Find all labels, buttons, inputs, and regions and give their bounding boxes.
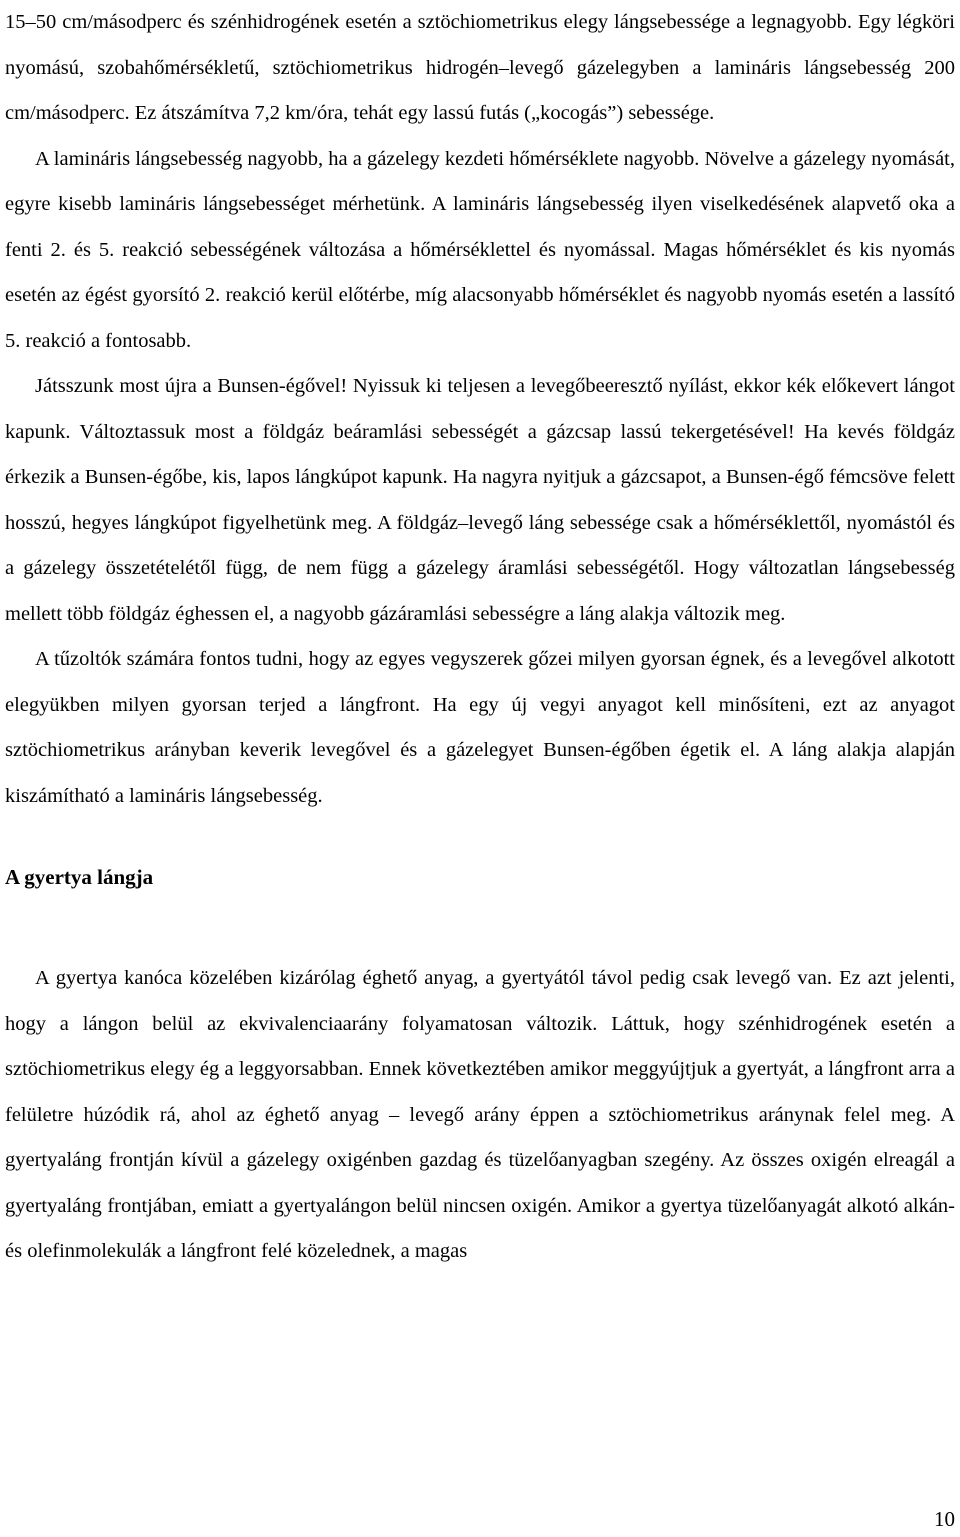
- paragraph-3: Játsszunk most újra a Bunsen-égővel! Nyissuk ki teljesen a levegőbeeresztő nyílást, ekkor kék előkevert lángot kapunk. Változtassuk most a földgáz beáramlási sebességét a gázcsap lassú tekergetésével! Ha kevés földgáz érkezik a Bunsen-égőbe, kis, lapos lángkúpot kapunk. Ha nagyra nyitjuk a gázcsapot, a Bunsen-égő fémcsöve felett hosszú, hegyes lángkúpot figyelhetünk meg. A földgáz‒levegő láng sebessége csak a hőmérséklettől, nyomástól és a gázelegy összetételétől függ, de nem függ a gázelegy áramlási sebességétől. Hogy változatlan lángsebesség mellett több földgáz éghessen el, a nagyobb gázáramlási sebességre a láng alakja változik meg.: [5, 375, 955, 625]
- document-page: [5, 0, 955, 1275]
- paragraph-4: A tűzoltók számára fontos tudni, hogy az egyes vegyszerek gőzei milyen gyorsan égnek, és a levegővel alkotott elegyükben milyen gyorsan terjed a lángfront. Ha egy új vegyi anyagot kell minősíteni, ezt az anyagot sztöchiometrikus arányban keverik levegővel és a gázelegyet Bunsen-égőben égetik el. A láng alakja alapján kiszámítható a lamináris lángsebesség.: [5, 648, 955, 807]
- paragraph-1: 15‒50 cm/másodperc és szénhidrogének esetén a sztöchiometrikus elegy lángsebessége a legnagyobb. Egy légköri nyomású, szobahőmérsékletű, sztöchiometrikus hidrogén‒levegő gázelegyben a lamináris lángsebesség 200 cm/másodperc. Ez átszámítva 7,2 km/óra, tehát egy lassú futás („kocogás”) sebessége.: [5, 11, 955, 124]
- spacer: [5, 900, 955, 956]
- spacer: [5, 819, 955, 855]
- page-number: 10: [934, 1507, 955, 1531]
- section-heading: A gyertya lángja: [5, 865, 154, 889]
- paragraph-2: A lamináris lángsebesség nagyobb, ha a gázelegy kezdeti hőmérséklete nagyobb. Növelve a gázelegy nyomását, egyre kisebb lamináris lángsebességet mérhetünk. A lamináris lángsebesség ilyen viselkedésének alapvető oka a fenti 2. és 5. reakció sebességének változása a hőmérséklettel és nyomással. Magas hőmérséklet és kis nyomás esetén az égést gyorsító 2. reakció kerül előtérbe, míg alacsonyabb hőmérséklet és nagyobb nyomás esetén a lassító 5. reakció a fontosabb.: [5, 147, 955, 352]
- section-paragraph: A gyertya kanóca közelében kizárólag éghető anyag, a gyertyától távol pedig csak levegő van. Ez azt jelenti, hogy a lángon belül az ekvivalenciaarány folyamatosan változik. Láttuk, hogy szénhidrogének esetén a sztöchiometrikus elegy ég a leggyorsabban. Ennek következtében amikor meggyújtjuk a gyertyát, a lángfront arra a felületre húzódik rá, ahol az éghető anyag ‒ levegő arány éppen a sztöchiometrikus aránynak felel meg. A gyertyaláng frontján kívül a gázelegy oxigénben gazdag és tüzelőanyagban szegény. Az összes oxigén elreagál a gyertyaláng frontjában, emiatt a gyertyalángon belül nincsen oxigén. Amikor a gyertya tüzelőanyagát alkotó alkán- és olefinmolekulák a lángfront felé közelednek, a magas: [5, 967, 955, 1262]
